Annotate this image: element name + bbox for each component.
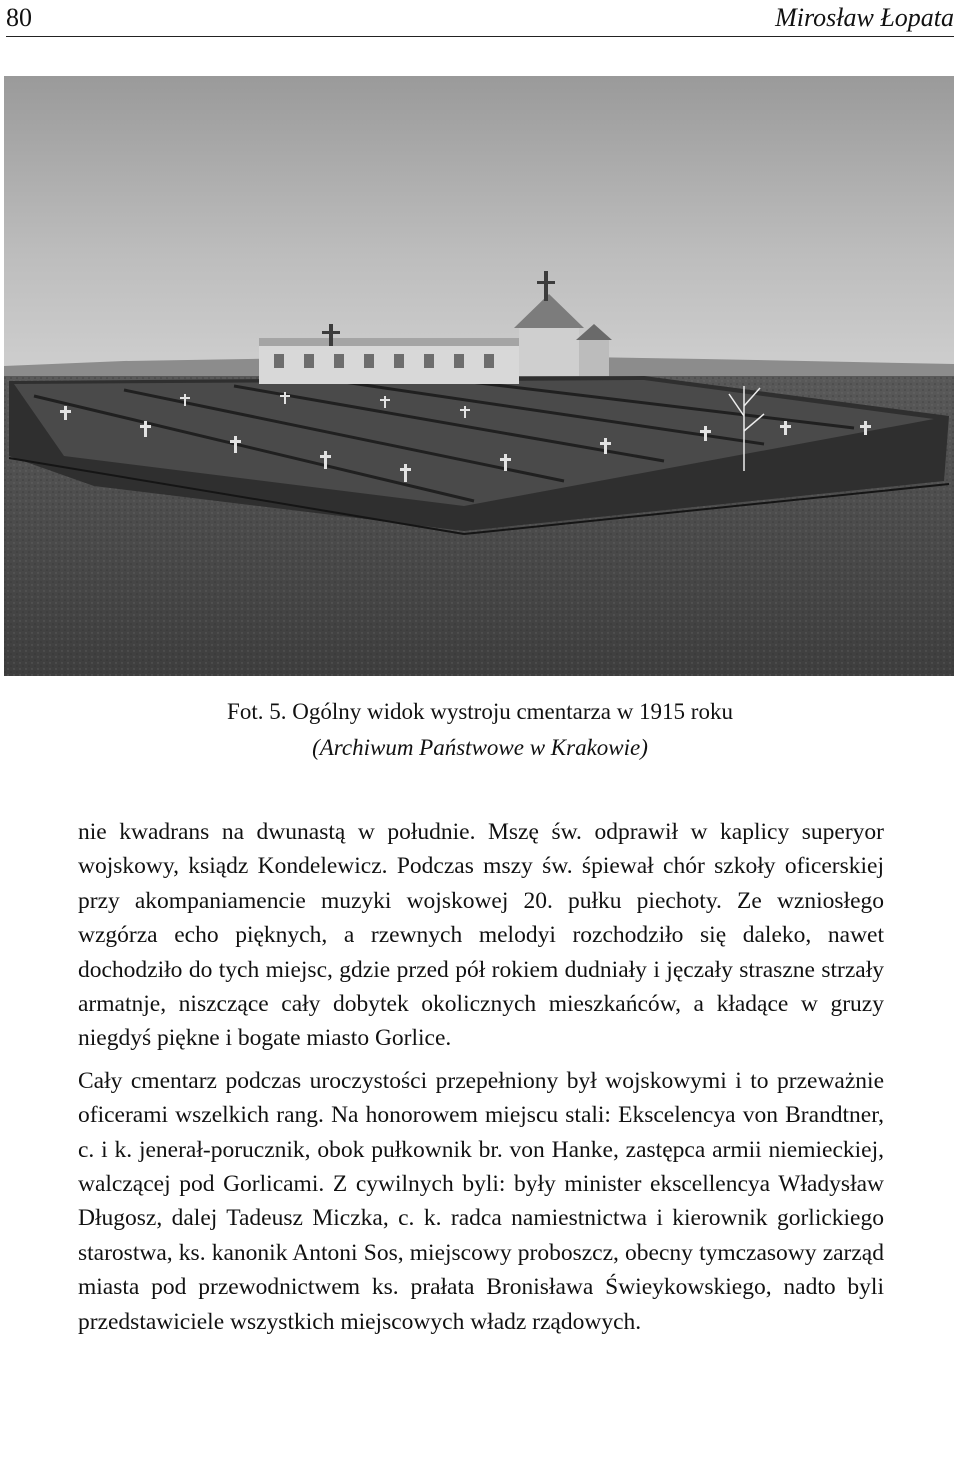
paragraph-2: Cały cmentarz podczas uroczystości przepełniony był wojskowymi i to przeważnie oficerami wszelkich rang. Na honorowem miejscu stali: Ekscelencya von Brandtner, c. i k. jenerał-porucznik, obok pułkownik br. von Hanke, zastępca armii niemieckiej, walczącej pod Gorlicami. Z cywilnych byli: były minister ekscellencya Władysław Długosz, dalej Tadeusz Miczka, c. k. radca namiestnictwa i kierownik gorlickiego starostwa, ks. kanonik Antoni Sos, miejscowy proboszcz, obecny tymczasowy zarząd miasta pod przewodnictwem ks. prałata Bronisława Świeykowskiego, nadto byli przedstawiciele wszystkich miejscowych władz rządowych. [78, 1067, 884, 1335]
page-number: 80 [6, 3, 32, 32]
body-text [78, 815, 884, 1347]
paragraph-1: nie kwadrans na dwunastą w południe. Mszę św. odprawił w kaplicy superyor wojskowy, ksiądz Kondelewicz. Podczas mszy św. śpiewał chór szkoły oficerskiej przy akompaniamencie muzyki wojskowej 20. pułku piechoty. Ze wzniosłego wzgórza echo pięknych, a rzewnych melodyi rozchodziło się daleko, nawet dochodziło do tych miejsc, gdzie przed pół rokiem dudniały i jęczały straszne strzały armatnje, niszczące cały dobytek okolicznych mieszkańców, a kładące w gruzy niegdyś piękne i bogate miasto Gorlice. [78, 819, 884, 1052]
cemetery-photo [4, 76, 954, 676]
caption-source: (Archiwum Państwowe w Krakowie) [312, 735, 648, 760]
figure-caption [0, 694, 960, 766]
running-author: Mirosław Łopata [775, 3, 954, 32]
caption-title: Fot. 5. Ogólny widok wystroju cmentarza w 1915 roku [227, 699, 733, 724]
running-header [6, 0, 954, 37]
cemetery-photo-image [4, 76, 954, 676]
